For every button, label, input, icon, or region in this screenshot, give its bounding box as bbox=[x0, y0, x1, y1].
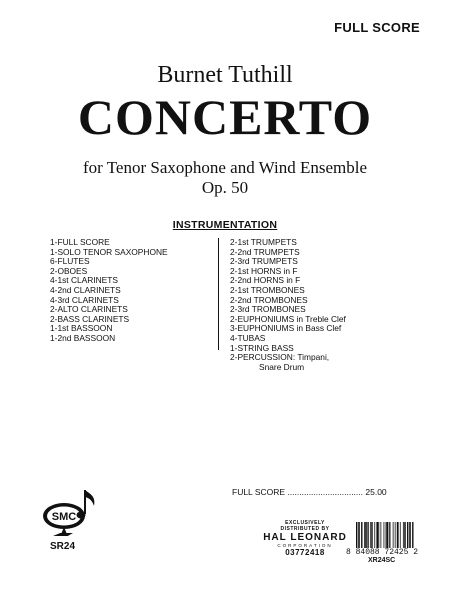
barcode-id: XR24SC bbox=[368, 557, 396, 564]
barcode-bar bbox=[390, 522, 391, 548]
catalog-number: SR24 bbox=[50, 541, 76, 552]
price-line bbox=[232, 487, 387, 497]
instrument-item: 2-BASS CLARINETS bbox=[50, 313, 130, 324]
barcode-bar bbox=[409, 522, 410, 548]
barcode-bar bbox=[371, 522, 372, 548]
barcode-bar bbox=[377, 522, 378, 548]
barcode-bar bbox=[361, 522, 362, 548]
instrument-item: 1-FULL SCORE bbox=[50, 237, 110, 247]
distributor-brand: HAL LEONARD bbox=[263, 532, 347, 543]
barcode-bar bbox=[364, 522, 365, 548]
work-title: CONCERTO bbox=[77, 89, 373, 145]
price-leader: ................................ bbox=[287, 487, 364, 497]
column-divider bbox=[218, 238, 219, 350]
instrument-item: 1-SOLO TENOR SAXOPHONE bbox=[50, 246, 168, 257]
barcode-bar bbox=[374, 522, 375, 548]
instrument-item: 2-1st HORNS in F bbox=[230, 265, 298, 276]
instrument-item: 2-ALTO CLARINETS bbox=[50, 304, 128, 315]
barcode-bar bbox=[404, 522, 405, 548]
barcode-bar bbox=[380, 522, 381, 548]
work-subtitle bbox=[0, 158, 450, 197]
instrument-item: 4-1st CLARINETS bbox=[50, 275, 118, 286]
instrument-item: 1-1st BASSOON bbox=[50, 323, 113, 334]
barcode-bar bbox=[387, 522, 388, 548]
instrument-item: 1-STRING BASS bbox=[230, 342, 294, 353]
instrument-item: 2-1st TRUMPETS bbox=[230, 237, 297, 247]
instrument-item: 2-3rd TRUMPETS bbox=[230, 256, 298, 267]
distributor-code: 03772418 bbox=[285, 548, 325, 557]
opus-number: Op. 50 bbox=[201, 177, 249, 197]
barcode-bar bbox=[395, 522, 396, 548]
instrument-item: 2-2nd TRUMPETS bbox=[230, 246, 300, 257]
instrument-item: Snare Drum bbox=[259, 361, 305, 372]
smc-logo-text: SMC bbox=[51, 511, 77, 523]
price-label: FULL SCORE bbox=[232, 487, 286, 497]
barcode-bar bbox=[356, 522, 357, 548]
barcode-bar bbox=[368, 522, 369, 548]
barcode-bar bbox=[370, 522, 371, 548]
instrument-item: 4-2nd CLARINETS bbox=[50, 284, 121, 295]
barcode-bar bbox=[365, 522, 366, 548]
barcode-bar bbox=[378, 522, 379, 548]
barcode-bar bbox=[410, 522, 411, 548]
barcode-bar bbox=[358, 522, 359, 548]
score-type-label: FULL SCORE bbox=[334, 20, 420, 35]
barcode-bar bbox=[359, 522, 360, 548]
barcode-bar bbox=[384, 522, 385, 548]
composer-name: Burnet Tuthill bbox=[157, 62, 293, 88]
instrument-item: 2-3rd TROMBONES bbox=[230, 304, 306, 315]
barcode bbox=[355, 522, 415, 548]
barcode-digits: 8 84088 72425 2 bbox=[346, 548, 419, 557]
instrument-item: 2-2nd HORNS in F bbox=[230, 275, 301, 286]
barcode-bar bbox=[403, 522, 404, 548]
instrument-item: 2-OBOES bbox=[50, 265, 88, 276]
barcode-bar bbox=[400, 522, 401, 548]
distributor-line: DISTRIBUTED BY bbox=[280, 526, 330, 532]
instrument-item: 2-1st TROMBONES bbox=[230, 284, 305, 295]
instrument-item: 2-2nd TROMBONES bbox=[230, 294, 308, 305]
instrument-item: 2-EUPHONIUMS in Treble Clef bbox=[230, 313, 346, 324]
instrumentation-right-column bbox=[230, 238, 410, 372]
instrumentation-heading: INSTRUMENTATION bbox=[172, 219, 278, 231]
barcode-bar bbox=[405, 522, 406, 548]
barcode-bar bbox=[412, 522, 413, 548]
barcode-bar bbox=[393, 522, 394, 548]
distributor-block bbox=[255, 520, 355, 558]
barcode-bar bbox=[386, 522, 387, 548]
instrument-item: 3-EUPHONIUMS in Bass Clef bbox=[230, 323, 342, 334]
instrumentation-left-column bbox=[50, 238, 210, 344]
price-amount: 25.00 bbox=[365, 487, 387, 497]
instrument-item: 6-FLUTES bbox=[50, 256, 90, 267]
barcode-bar bbox=[407, 522, 408, 548]
barcode-bar bbox=[398, 522, 399, 548]
barcode-bar bbox=[389, 522, 390, 548]
instrument-item: 2-PERCUSSION: Timpani, bbox=[230, 352, 330, 363]
smc-logo bbox=[40, 488, 98, 536]
distributor-corp: CORPORATION bbox=[277, 543, 333, 548]
subtitle-line: for Tenor Saxophone and Wind Ensemble bbox=[82, 158, 368, 177]
instrument-item: 4-3rd CLARINETS bbox=[50, 294, 119, 305]
distributor-line: EXCLUSIVELY bbox=[285, 520, 325, 526]
barcode-bar bbox=[366, 522, 367, 548]
instrument-item: 4-TUBAS bbox=[230, 332, 266, 343]
instrument-item: 1-2nd BASSOON bbox=[50, 332, 116, 343]
